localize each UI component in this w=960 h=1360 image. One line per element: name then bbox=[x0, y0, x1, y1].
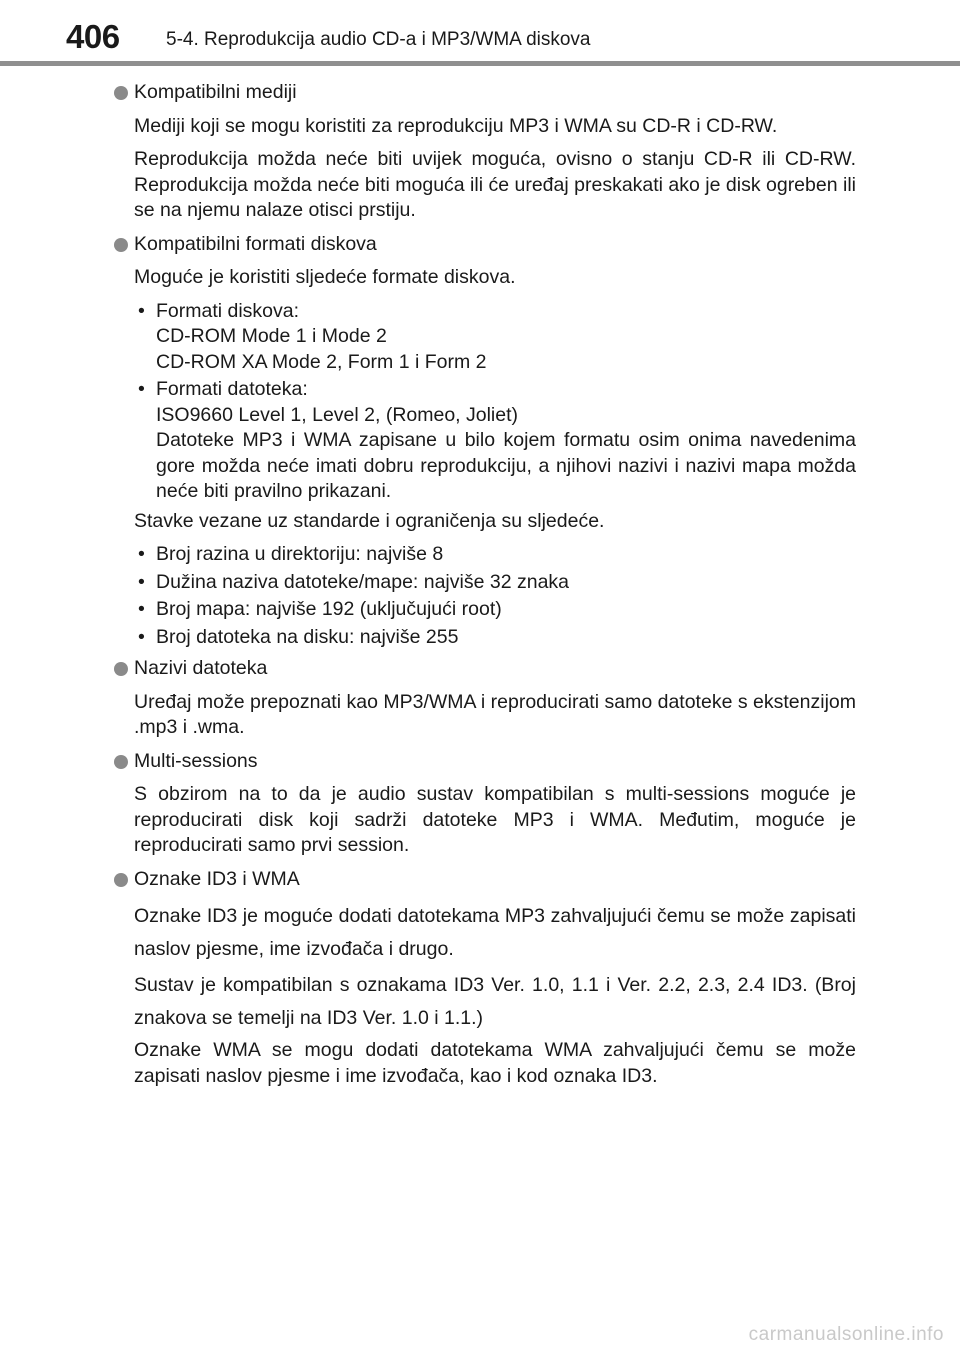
page-content bbox=[114, 80, 856, 1097]
heading-text: Multi-sessions bbox=[134, 749, 258, 772]
paragraph: Oznake ID3 je moguće dodati datotekama MP3 zahvaljujući čemu se može zapisati naslov pjesme, ime izvođača i drugo. bbox=[134, 905, 856, 960]
bullet-dot-icon bbox=[114, 86, 128, 100]
watermark: carmanualsonline.info bbox=[748, 1324, 944, 1345]
section-heading bbox=[114, 80, 856, 106]
bullet-dot-icon bbox=[114, 873, 128, 887]
section-heading bbox=[114, 232, 856, 258]
paragraph: Oznake WMA se mogu dodati datotekama WMA zahvaljujući čemu se može zapisati naslov pjesme i ime izvođača, kao i kod oznaka ID3. bbox=[134, 1039, 856, 1087]
list-bullet: • bbox=[138, 378, 145, 400]
list-item-text: Broj mapa: najviše 192 (uključujući root) bbox=[156, 598, 502, 620]
list-item bbox=[134, 570, 856, 596]
list-item-label: Formati datoteka: bbox=[156, 378, 308, 400]
section-heading bbox=[114, 867, 856, 893]
list-item-text: Broj datoteka na disku: najviše 255 bbox=[156, 625, 459, 648]
bullet-dot-icon bbox=[114, 755, 128, 769]
page-number: 406 bbox=[66, 18, 120, 55]
list-bullet: • bbox=[138, 625, 145, 648]
list-item-line: CD-ROM Mode 1 i Mode 2 bbox=[156, 325, 387, 347]
section-title: 5-4. Reprodukcija audio CD-a i MP3/WMA diskova bbox=[166, 29, 591, 50]
list-item bbox=[134, 299, 856, 376]
list-item-line: Datoteke MP3 i WMA zapisane u bilo kojem formatu osim onima navedenima gore možda neće imati dobru reprodukciju, a njihovi nazivi i nazivi mapa možda neće biti pravilno prikazani. bbox=[156, 429, 856, 502]
paragraph: Mediji koji se mogu koristiti za reprodukciju MP3 i WMA su CD-R i CD-RW. bbox=[134, 114, 778, 137]
list-item bbox=[134, 597, 856, 623]
bullet-dot-icon bbox=[114, 238, 128, 252]
list-item-text: Broj razina u direktoriju: najviše 8 bbox=[156, 543, 444, 565]
paragraph: Moguće je koristiti sljedeće formate diskova. bbox=[134, 266, 516, 288]
limits-list bbox=[114, 542, 856, 650]
heading-text: Oznake ID3 i WMA bbox=[134, 867, 300, 890]
list-bullet: • bbox=[138, 543, 145, 565]
paragraph: Sustav je kompatibilan s oznakama ID3 Ver. 1.0, 1.1 i Ver. 2.2, 2.3, 2.4 ID3. (Broj znakova se temelji na ID3 Ver. 1.0 i 1.1.) bbox=[134, 974, 856, 1029]
section-heading bbox=[114, 749, 856, 775]
list-item bbox=[134, 377, 856, 505]
list-bullet: • bbox=[138, 598, 145, 620]
heading-text: Nazivi datoteka bbox=[134, 657, 268, 679]
list-bullet: • bbox=[138, 299, 145, 322]
list-item-line: CD-ROM XA Mode 2, Form 1 i Form 2 bbox=[156, 350, 487, 373]
list-item-label: Formati diskova: bbox=[156, 299, 300, 322]
list-item bbox=[134, 625, 856, 651]
paragraph: Uređaj može prepoznati kao MP3/WMA i reproducirati samo datoteke s ekstenzijom .mp3 i .wma. bbox=[134, 690, 856, 738]
paragraph: Stavke vezane uz standarde i ograničenja su sljedeće. bbox=[134, 509, 605, 532]
paragraph: S obzirom na to da je audio sustav kompatibilan s multi-sessions moguće je reproducirati disk koji sadrži datoteke MP3 i WMA. Međutim, moguće je reproducirati samo prvi session. bbox=[134, 783, 856, 856]
list-bullet: • bbox=[138, 570, 145, 593]
paragraph: Reprodukcija možda neće biti uvijek moguća, ovisno o stanju CD-R ili CD-RW. Reprodukcija možda neće biti moguća ili će uređaj preskakati ako je disk ogreben ili se na njemu nalaze otisci prstiju. bbox=[134, 148, 856, 221]
list-item-text: Dužina naziva datoteke/mape: najviše 32 znaka bbox=[156, 570, 570, 593]
heading-text: Kompatibilni formati diskova bbox=[134, 232, 377, 255]
section-heading bbox=[114, 656, 856, 682]
formats-list bbox=[114, 299, 856, 505]
header-rule bbox=[0, 61, 960, 66]
bullet-dot-icon bbox=[114, 662, 128, 676]
list-item-line: ISO9660 Level 1, Level 2, (Romeo, Joliet) bbox=[156, 403, 519, 426]
heading-text: Kompatibilni mediji bbox=[134, 81, 297, 103]
page-header bbox=[0, 0, 960, 60]
list-item bbox=[134, 542, 856, 568]
